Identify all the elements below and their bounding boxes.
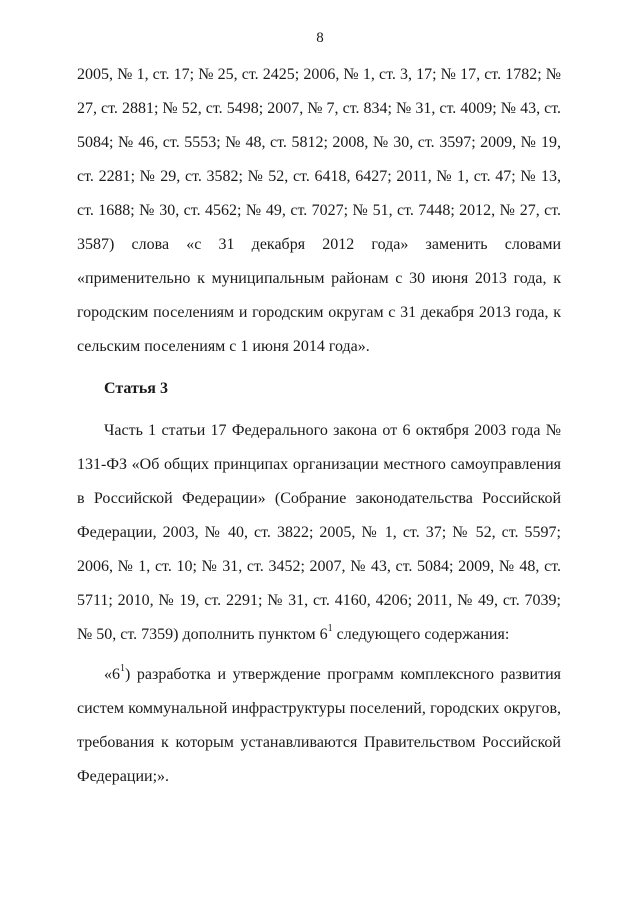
new-clause-text: ) разработка и утверждение программ комплексного развития систем коммунальной инфраструктуры поселений, городских округов, требования к которым устанавливаются Правительством Российской Федерации;». — [77, 666, 561, 785]
document-body — [77, 58, 561, 794]
page-number: 8 — [316, 30, 324, 46]
superscript-marker: 1 — [120, 662, 125, 674]
new-clause-open: «6 — [104, 666, 120, 683]
article-heading: Статья 3 — [104, 380, 168, 397]
paragraph-new-clause — [77, 658, 561, 794]
paragraph-article-3-tail: следующего содержания: — [332, 626, 510, 643]
paragraph-article-3-text: Часть 1 статьи 17 Федерального закона от 6 октября 2003 года № 131-ФЗ «Об общих принципах организации местного самоуправления в Российской Федерации» (Собрание законодательства Российской Федерации, 2003, № 40, ст. 3822; 2005, № 1, ст. 37; № 52, ст. 5597; 2006, № 1, ст. 10; № 31, ст. 3452; 2007, № 43, ст. 5084; 2009, № 48, ст. 5711; 2010, № 19, ст. 2291; № 31, ст. 4160, 4206; 2011, № 49, ст. 7039; № 50, ст. 7359) дополнить пунктом 6 — [77, 422, 561, 643]
paragraph-article-3 — [77, 414, 561, 652]
superscript-marker: 1 — [327, 622, 333, 634]
paragraph-amendment-dates: 2005, № 1, ст. 17; № 25, ст. 2425; 2006, № 1, ст. 3, 17; № 17, ст. 1782; № 27, ст. 2881; № 52, ст. 5498; 2007, № 7, ст. 834; № 31, ст. 4009; № 43, ст. 5084; № 46, ст. 5553; № 48, ст. 5812; 2008, № 30, ст. 3597; 2009, № 19, ст. 2281; № 29, ст. 3582; № 52, ст. 6418, 6427; 2011, № 1, ст. 47; № 13, ст. 1688; № 30, ст. 4562; № 49, ст. 7027; № 51, ст. 7448; 2012, № 27, ст. 3587) слова «с 31 декабря 2012 года» заменить словами «применительно к муниципальным районам с 30 июня 2013 года, к городским поселениям и городским округам с 31 декабря 2013 года, к сельским поселениям с 1 июня 2014 года». — [77, 66, 561, 355]
